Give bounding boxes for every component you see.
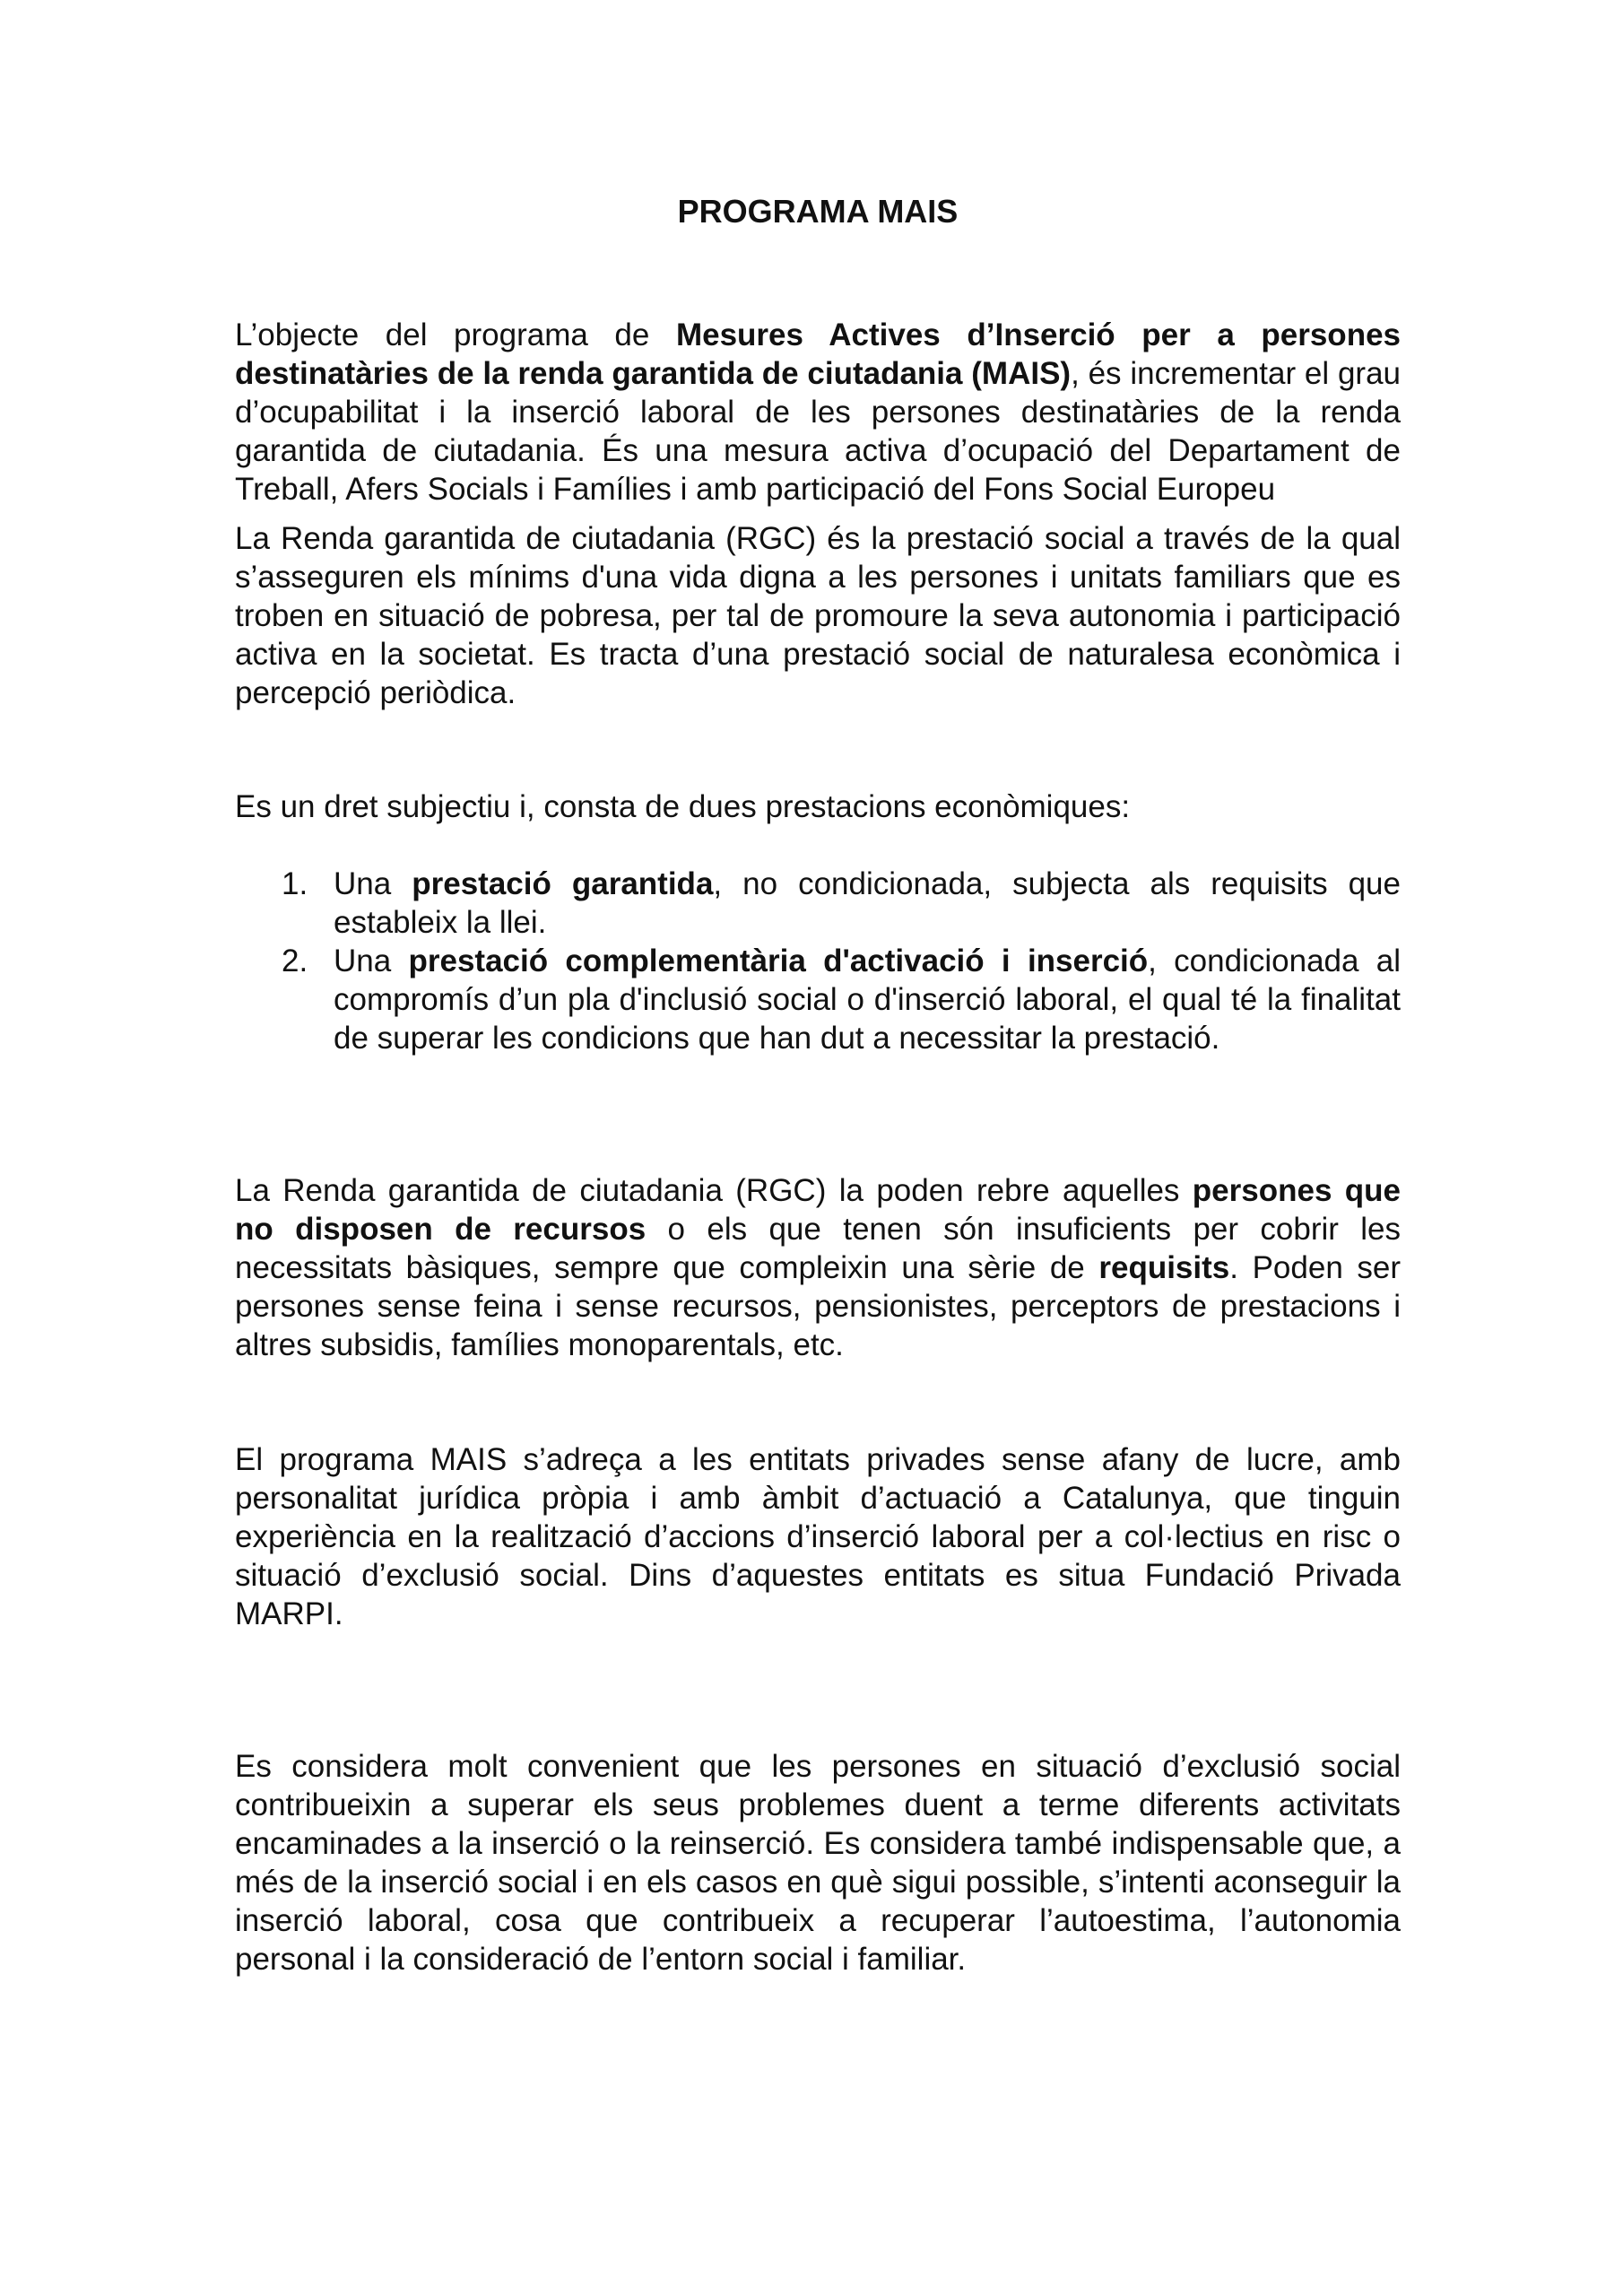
eligibility-bold-1: persones que no disposen de recursos — [235, 1173, 1401, 1247]
page-title: PROGRAMA MAIS — [677, 193, 959, 230]
list-item-bold: prestació garantida — [412, 866, 714, 901]
entities-text: El programa MAIS s’adreça a les entitats privades sense afany de lucre, amb personalitat jurídica pròpia i amb àmbit d’actuació a Catalunya, que tinguin experiència en la realització d’accions d’inserció laboral per a col·lectius en risc o situació d’exclusió social. Dins d’aquestes entitats es situa Fundació Privada MARPI. — [235, 1442, 1401, 1631]
list-item-number: 2. — [282, 944, 308, 978]
list-item-bold: prestació complementària d'activació i inserció — [408, 944, 1149, 978]
list-item — [235, 942, 1401, 1057]
paragraph-right-statement — [235, 787, 1401, 826]
eligibility-text-3: . Poden ser persones sense feina i sense recursos, pensionistes, perceptors de prestacions i altres subsidis, famílies monoparentals, etc. — [235, 1250, 1402, 1362]
right-statement-text: Es un dret subjectiu i, consta de dues prestacions econòmiques: — [235, 789, 1131, 824]
paragraph-social-exclusion — [235, 1747, 1401, 1979]
list-item-text-2: , no condicionada, subjecta als requisits que estableix la llei. — [334, 866, 1401, 940]
list-item-text-1: Una — [334, 944, 409, 978]
list-item-number: 1. — [282, 866, 308, 901]
intro-bold-program-name: Mesures Actives d’Inserció per a persones destinatàries de la renda garantida de ciutadania (MAIS) — [235, 317, 1402, 391]
paragraph-intro — [235, 316, 1401, 509]
rgc-definition-text: La Renda garantida de ciutadania (RGC) és la prestació social a través de la qual s’asseguren els mínims d'una vida digna a les persones i unitats familiars que es troben en situació de pobresa, per tal de promoure la seva autonomia i participació activa en la societat. Es tracta d’una prestació social de naturalesa econòmica i percepció periòdica. — [235, 521, 1401, 710]
paragraph-eligibility — [235, 1171, 1401, 1364]
intro-text-2: , és incrementar el grau d’ocupabilitat i la inserció laboral de les persones destinatàries de la renda garantida de ciutadania. És una mesura activa d’ocupació del Departament de Treball, Afers Socials i Famílies i amb participació del Fons Social Europeu — [235, 356, 1401, 507]
paragraph-rgc-definition — [235, 519, 1401, 712]
list-item — [235, 865, 1401, 942]
benefits-list — [235, 865, 1401, 1057]
list-item-text-1: Una — [334, 866, 412, 901]
eligibility-text-1: La Renda garantida de ciutadania (RGC) la poden rebre aquelles — [235, 1173, 1193, 1208]
eligibility-text-2: o els que tenen són insuficients per cobrir les necessitats bàsiques, sempre que compleixin una sèrie de — [235, 1212, 1401, 1285]
intro-text-1: L’objecte del programa de — [235, 317, 676, 352]
eligibility-bold-2: requisits — [1098, 1250, 1230, 1285]
list-item-text-2: , condicionada al compromís d’un pla d'inclusió social o d'inserció laboral, el qual té la finalitat de superar les condicions que han dut a necessitar la prestació. — [334, 944, 1401, 1056]
social-exclusion-text: Es considera molt convenient que les persones en situació d’exclusió social contribueixin a superar els seus problemes duent a terme diferents activitats encaminades a la inserció o la reinserció. Es considera també indispensable que, a més de la inserció social i en els casos en què sigui possible, s’intenti aconseguir la inserció laboral, cosa que contribueix a recuperar l’autoestima, l’autonomia personal i la consideració de l’entorn social i familiar. — [235, 1749, 1401, 1977]
paragraph-entities — [235, 1440, 1401, 1633]
